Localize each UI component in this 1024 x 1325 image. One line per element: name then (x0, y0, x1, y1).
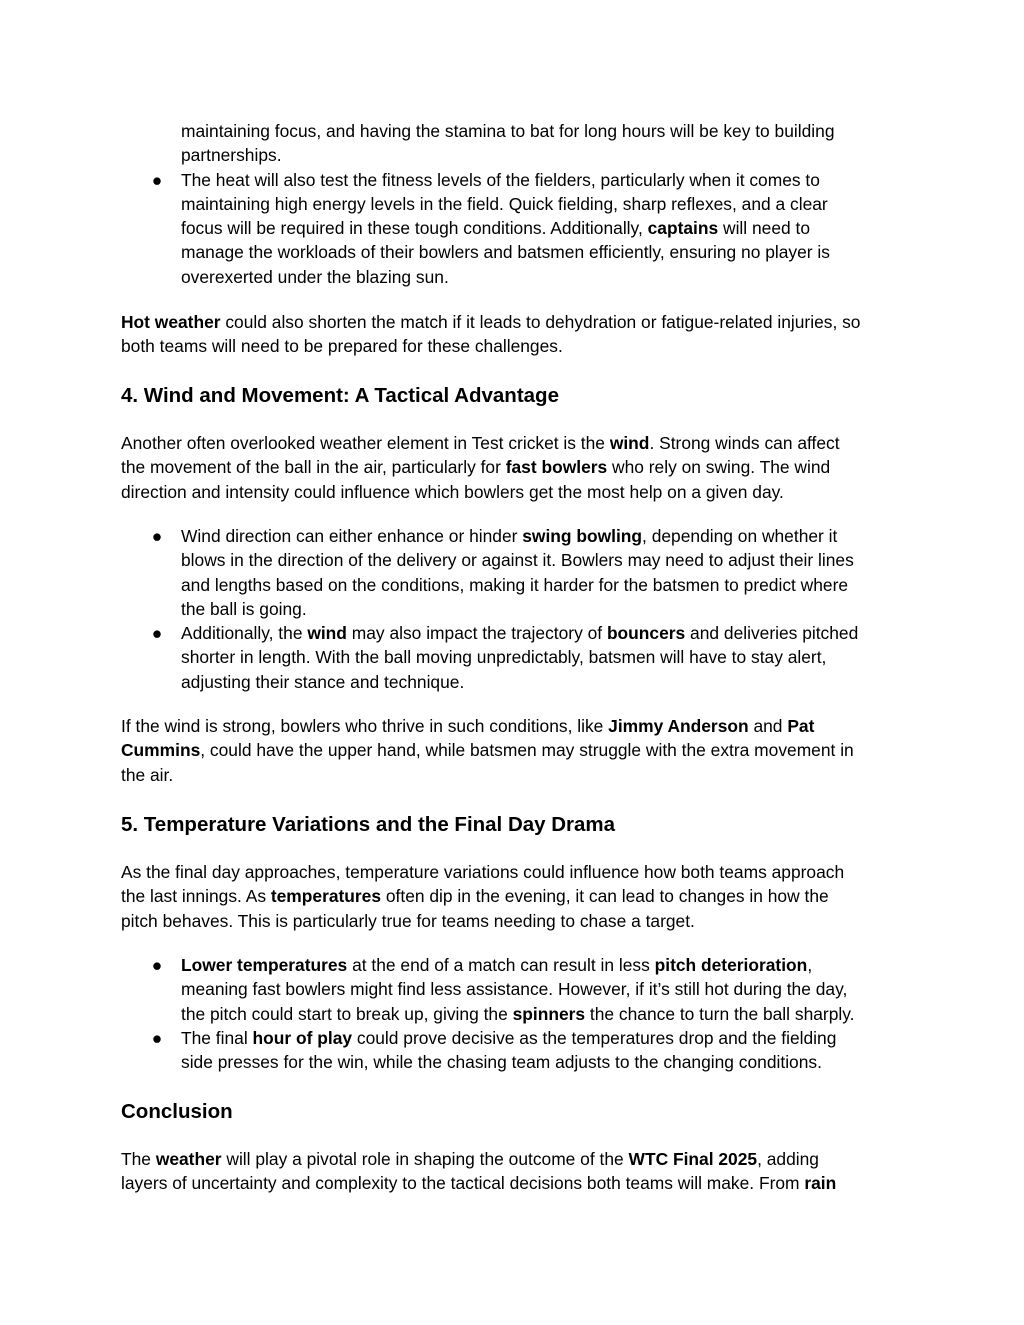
text-run: the air. (121, 764, 174, 785)
text-line (181, 143, 911, 167)
text-run: maintaining focus, and having the stamina to bat for long hours will be key to building (181, 121, 835, 141)
paragraph-hot-weather (121, 310, 911, 359)
section-5-heading-wrap (121, 812, 911, 838)
text-line (181, 645, 911, 669)
text-run: , (807, 955, 813, 975)
text-line (181, 548, 911, 572)
section-heading: 4. Wind and Movement: A Tactical Advantage (121, 384, 559, 407)
text-line (121, 860, 911, 884)
text-run: side presses for the win, while the chasing team adjusts to the changing conditions. (181, 1052, 822, 1073)
text-line (181, 168, 911, 192)
text-run: could prove decisive as the temperatures drop and the fielding (352, 1027, 837, 1048)
text-run: layers of uncertainty and complexity to the tactical decisions both teams will make. From (121, 1173, 805, 1194)
bold-text: Pat (787, 716, 815, 736)
bullet-icon: ● (151, 623, 163, 644)
conclusion-heading-wrap (121, 1099, 911, 1125)
section-4-heading-wrap (121, 383, 911, 409)
text-line (181, 216, 911, 240)
list-item (121, 168, 911, 289)
text-run: the chance to turn the ball sharply. (585, 1003, 855, 1024)
text-line (181, 524, 911, 548)
text-run: could also shorten the match if it leads to dehydration or fatigue-related injuries, so (220, 312, 861, 332)
text-run: partnerships. (181, 145, 282, 166)
text-line (181, 977, 911, 1001)
bold-text: spinners (512, 1003, 586, 1024)
list-item (121, 524, 911, 621)
bullet-icon: ● (151, 1027, 163, 1048)
text-line (121, 310, 911, 334)
text-run: and deliveries pitched (685, 623, 859, 644)
bullet-list-temperature (121, 953, 911, 1074)
text-run: the last innings. As (121, 886, 271, 907)
text-line (121, 714, 911, 738)
paragraph-text (121, 714, 911, 787)
bold-text: hour of play (252, 1027, 353, 1048)
bullet-list-wind (121, 524, 911, 694)
text-run: , could have the upper hand, while batsmen may struggle with the extra movement in (200, 740, 854, 761)
text-run: blows in the direction of the delivery or against it. Bowlers may need to adjust their lines (181, 550, 854, 571)
bullet-icon: ● (151, 169, 163, 190)
text-run: pitch behaves. This is particularly true for teams needing to chase a target. (121, 910, 695, 931)
text-run: , adding (757, 1149, 819, 1169)
text-line (121, 480, 911, 504)
text-line (181, 1002, 911, 1026)
text-line (121, 763, 911, 787)
text-line (181, 670, 911, 694)
text-run: often dip in the evening, it can lead to changes in how the (381, 886, 829, 907)
text-run: , depending on whether it (642, 526, 838, 546)
text-line (181, 1026, 911, 1050)
text-line (121, 431, 911, 455)
bullet-icon: ● (151, 526, 163, 546)
text-run: focus will be required in these tough conditions. Additionally, (181, 218, 648, 239)
text-line (121, 884, 911, 908)
text-run: adjusting their stance and technique. (181, 671, 465, 692)
paragraph-text (121, 310, 911, 359)
text-line (181, 265, 911, 289)
text-run: Wind direction can either enhance or hinder (181, 526, 523, 546)
bold-text: WTC Final 2025 (628, 1149, 758, 1169)
list-item (121, 953, 911, 1026)
section-heading: 5. Temperature Variations and the Final Day Drama (121, 813, 616, 836)
paragraph-wind-intro (121, 431, 911, 504)
paragraph-temp-intro (121, 860, 911, 933)
text-line (121, 909, 911, 933)
text-line (121, 1147, 911, 1171)
text-run: Additionally, the (181, 623, 308, 644)
paragraph-text (121, 860, 911, 933)
text-line (181, 953, 911, 977)
text-run: and (748, 716, 788, 736)
text-run: direction and intensity could influence which bowlers get the most help on a given day. (121, 481, 784, 502)
text-run: may also impact the trajectory of (346, 623, 607, 644)
text-line (181, 1050, 911, 1074)
text-run: Another often overlooked weather element in Test cricket is the (121, 433, 610, 453)
text-run: If the wind is strong, bowlers who thrive in such conditions, like (121, 716, 609, 736)
text-run: maintaining high energy levels in the field. Quick fielding, sharp reflexes, and a clear (181, 193, 828, 214)
section-heading: Conclusion (121, 1100, 233, 1123)
paragraph-text (121, 431, 911, 504)
paragraph-wind-strong (121, 714, 911, 787)
bold-text: rain (804, 1173, 837, 1194)
text-run: at the end of a match can result in less (347, 955, 655, 975)
text-run: who rely on swing. The wind (607, 457, 831, 478)
bold-text: Hot weather (121, 312, 221, 332)
bold-text: Cummins (121, 740, 201, 761)
text-run: the ball is going. (181, 598, 307, 619)
text-run: As the final day approaches, temperature variations could influence how both teams approach (121, 862, 845, 882)
bullet-icon: ● (151, 955, 163, 975)
text-run: The final (181, 1027, 253, 1048)
bold-text: temperatures (270, 886, 382, 907)
paragraph-text (121, 1147, 911, 1196)
text-run: meaning fast bowlers might find less assistance. However, if it’s still hot during the day, (181, 979, 848, 1000)
paragraph-conclusion (121, 1147, 911, 1196)
text-line (121, 1171, 911, 1195)
text-run: the movement of the ball in the air, particularly for (121, 457, 506, 478)
text-line (121, 455, 911, 479)
bold-text: wind (307, 623, 347, 644)
text-line (181, 573, 911, 597)
text-line (181, 240, 911, 264)
text-run: The (121, 1149, 156, 1169)
text-run: overexerted under the blazing sun. (181, 266, 449, 287)
bold-text: fast bowlers (505, 457, 608, 478)
text-run: manage the workloads of their bowlers and batsmen efficiently, ensuring no player is (181, 242, 830, 263)
text-line (181, 621, 911, 645)
bold-text: wind (609, 433, 650, 453)
text-run: . Strong winds can affect (649, 433, 840, 453)
bold-text: Jimmy Anderson (608, 716, 749, 736)
text-run: shorter in length. With the ball moving unpredictably, batsmen will have to stay alert, (181, 647, 827, 668)
text-run: and lengths based on the conditions, making it harder for the batsmen to predict where (181, 574, 849, 595)
bold-text: pitch deterioration (654, 955, 808, 975)
bold-text: Lower temperatures (181, 955, 348, 975)
bullet-list-heat (121, 119, 911, 289)
text-line (181, 597, 911, 621)
text-run: the pitch could start to break up, giving the (181, 1003, 513, 1024)
text-run: both teams will need to be prepared for these challenges. (121, 336, 563, 357)
bold-text: captains (647, 218, 719, 239)
text-line (181, 119, 911, 143)
text-line (121, 738, 911, 762)
text-line (181, 192, 911, 216)
list-item (121, 119, 911, 168)
list-item (121, 1026, 911, 1075)
bold-text: bouncers (606, 623, 686, 644)
text-run: The heat will also test the fitness levels of the fielders, particularly when it comes to (181, 169, 820, 190)
text-line (121, 334, 911, 358)
list-item (121, 621, 911, 694)
bold-text: swing bowling (522, 526, 643, 546)
text-run: will play a pivotal role in shaping the outcome of the (221, 1149, 629, 1169)
bold-text: weather (155, 1149, 222, 1169)
text-run: will need to (718, 218, 811, 239)
